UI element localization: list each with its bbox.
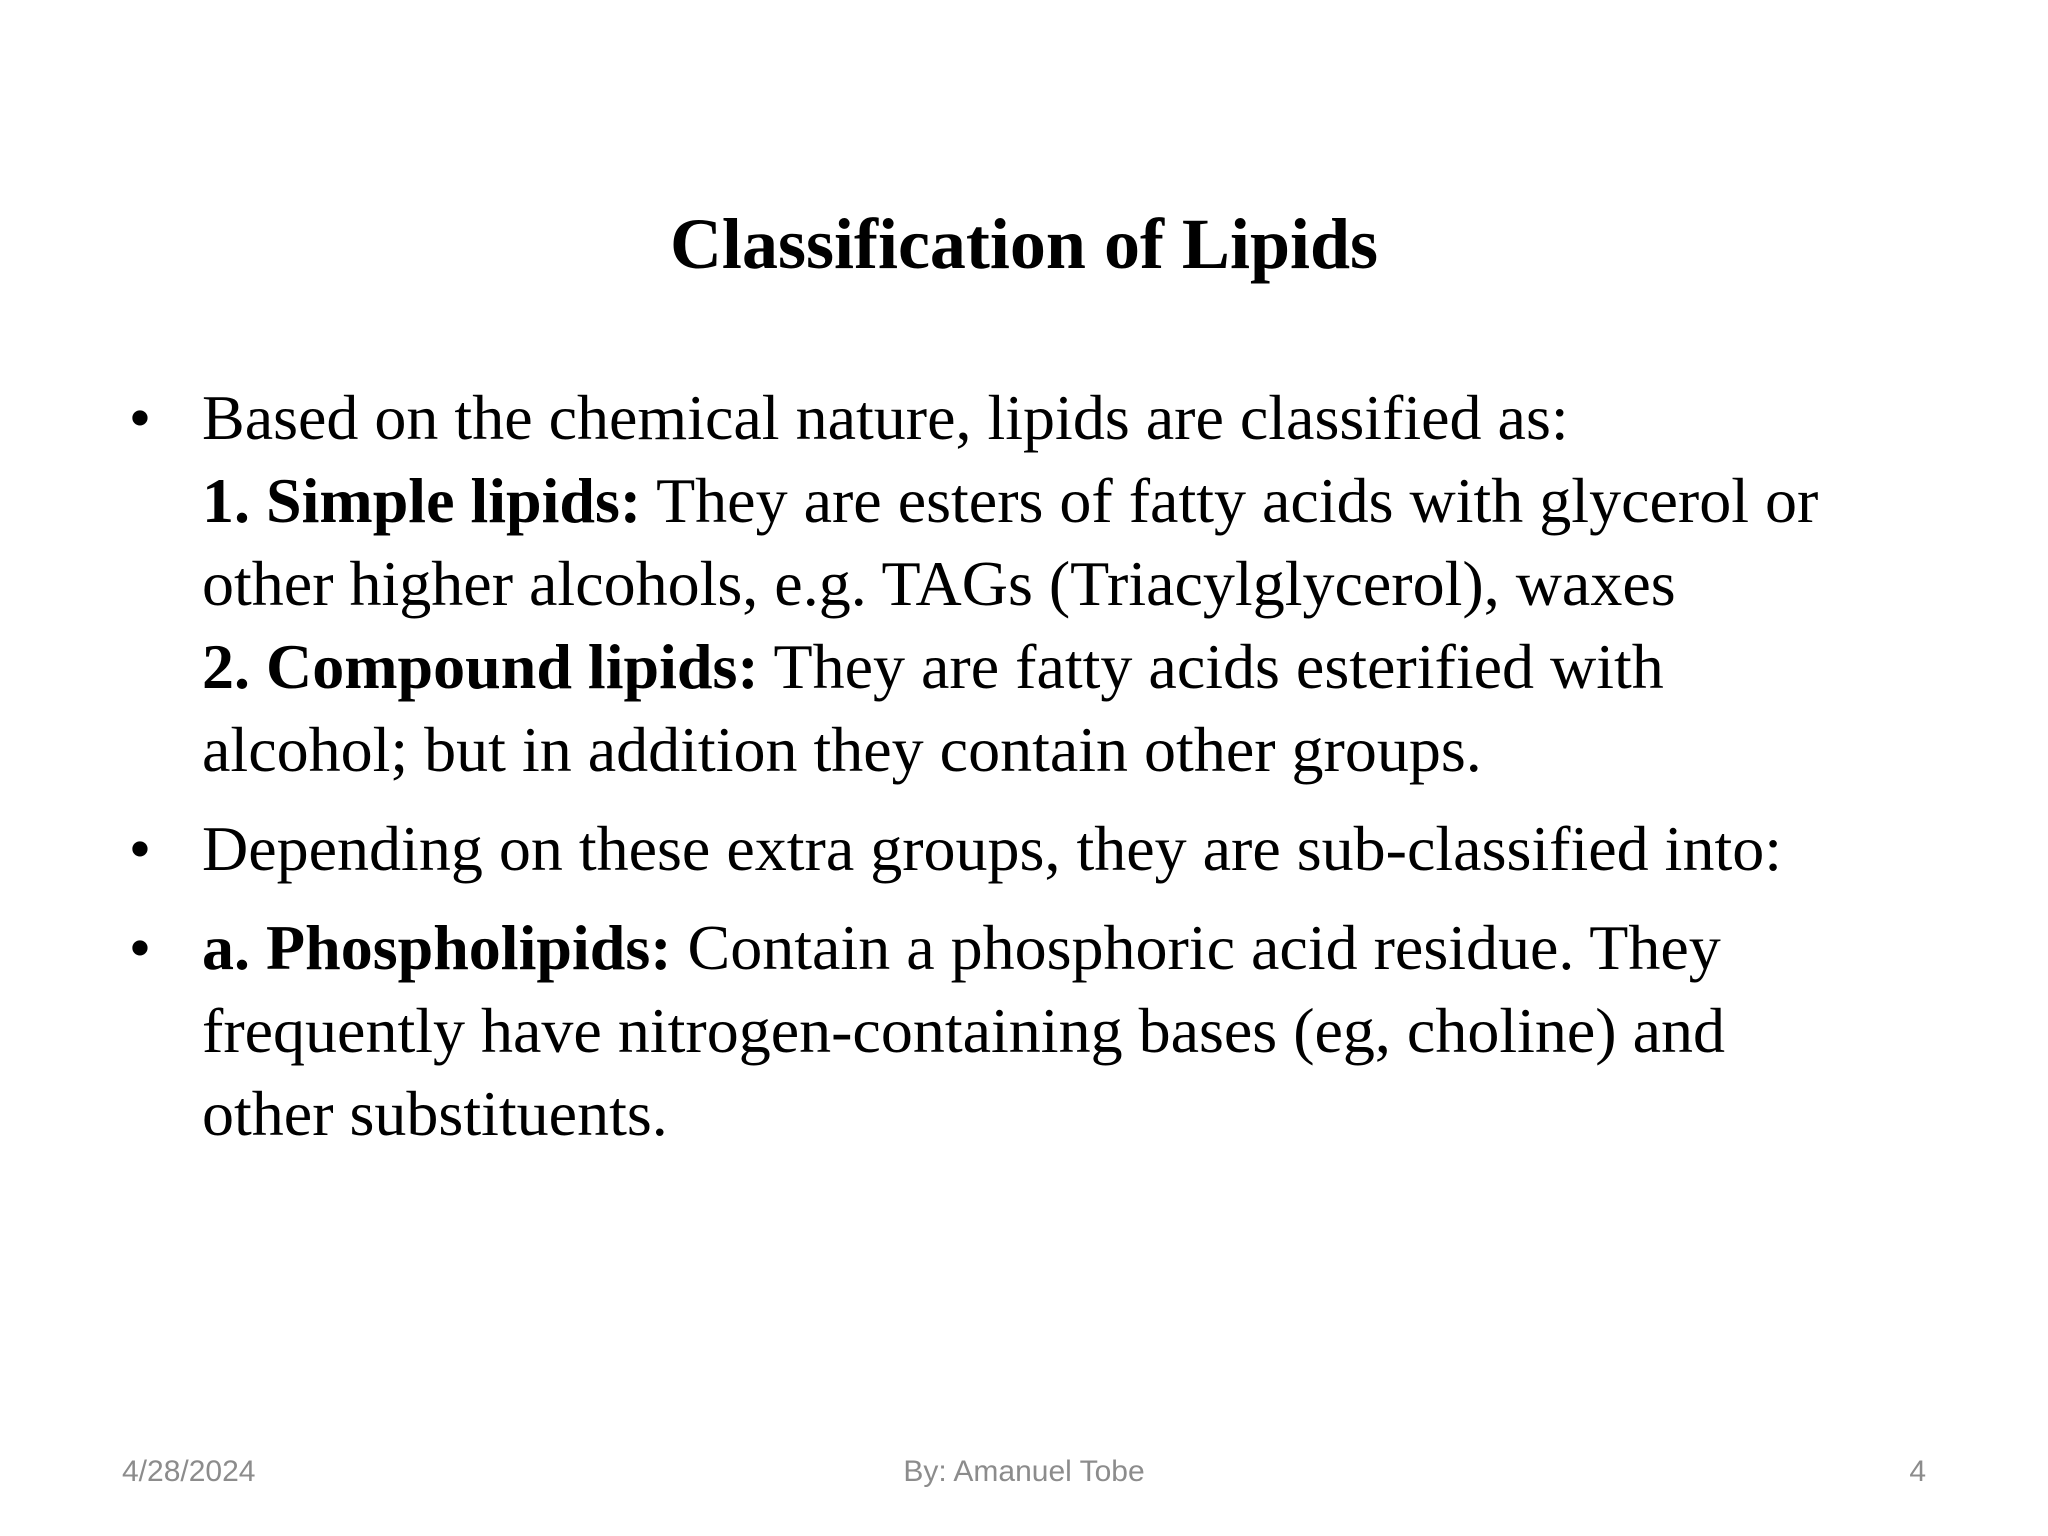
bullet-marker: • [128, 912, 152, 983]
line-text: Based on the chemical nature, lipids are classified as: [202, 382, 1569, 453]
bullet-line [202, 906, 1960, 989]
bullet-line [202, 625, 1960, 708]
footer-page-number: 4 [1909, 1455, 1926, 1488]
line-text: Contain a phosphoric acid residue. They [671, 912, 1721, 983]
bullet-line [202, 542, 1960, 625]
bullet-line [202, 708, 1960, 791]
term-simple-lipids: 1. Simple lipids: [202, 465, 642, 536]
line-text: They are esters of fatty acids with glycerol or [641, 465, 1819, 536]
line-text: other higher alcohols, e.g. TAGs (Triacylglycerol), waxes [202, 548, 1676, 619]
line-text: alcohol; but in addition they contain other groups. [202, 714, 1482, 785]
line-text: other substituents. [202, 1078, 668, 1149]
bullet-item-phospholipids [120, 906, 1960, 1155]
bullet-item-subclassification [120, 807, 1960, 890]
line-text: They are fatty acids esterified with [758, 631, 1664, 702]
footer-author: By: Amanuel Tobe [903, 1455, 1145, 1488]
slide-body [120, 376, 1960, 1171]
bullet-line [202, 807, 1960, 890]
bullet-item-classification [120, 376, 1960, 791]
line-text: frequently have nitrogen-containing bases (eg, choline) and [202, 995, 1725, 1066]
bullet-line [202, 376, 1960, 459]
term-compound-lipids: 2. Compound lipids: [202, 631, 759, 702]
bullet-marker: • [128, 382, 152, 453]
bullet-line [202, 1072, 1960, 1155]
slide-title: Classification of Lipids [669, 204, 1379, 284]
footer-date: 4/28/2024 [122, 1455, 256, 1488]
term-phospholipids: a. Phospholipids: [202, 912, 672, 983]
bullet-line [202, 989, 1960, 1072]
bullet-marker: • [128, 813, 152, 884]
bullet-line [202, 459, 1960, 542]
line-text: Depending on these extra groups, they are sub-classified into: [202, 813, 1782, 884]
